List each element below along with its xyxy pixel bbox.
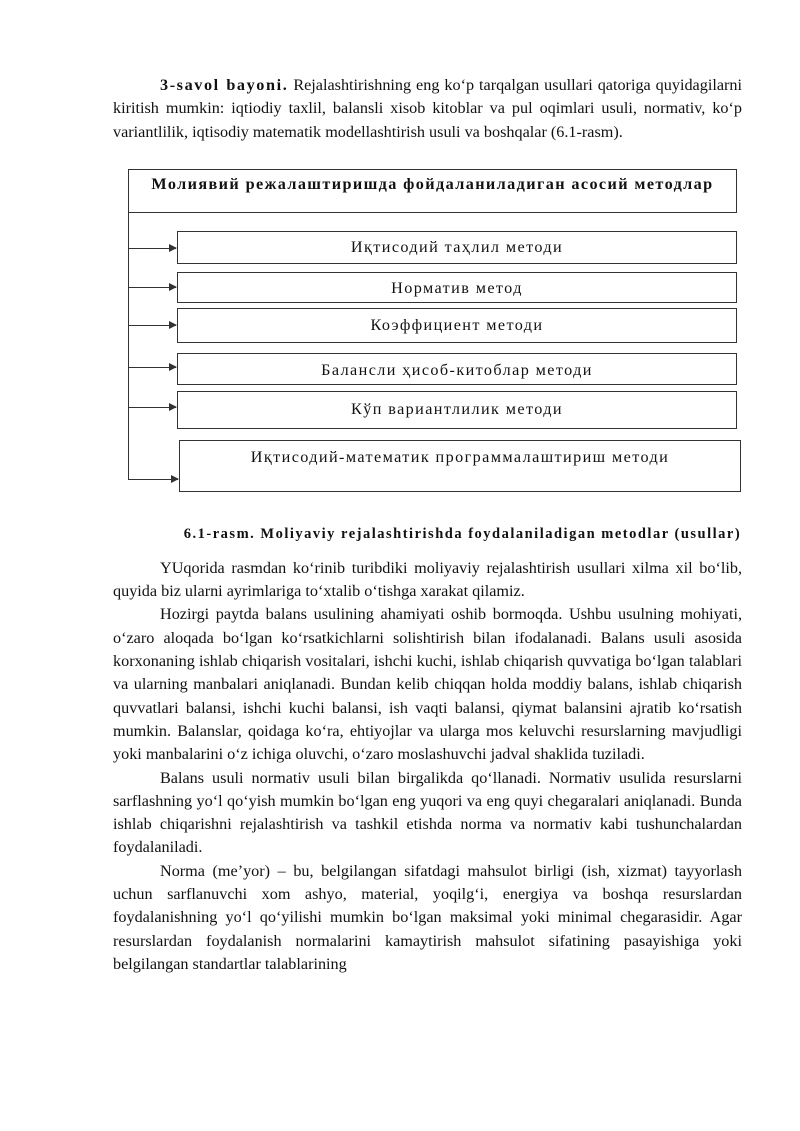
figure-caption: 6.1-rasm. Moliyaviy rejalashtirishda foydalaniladigan metodlar (usullar) [183,525,742,542]
body-paragraph: Norma (me’yor) – bu, belgilangan sifatdagi mahsulot birligi (ish, xizmat) tayyorlash uchun sarflanuvchi xom ashyo, material, yoqilg‘i, energiya va boshqa resurslardan foydalanishning yo‘l qo‘yilishi mumkin bo‘lgan maksimal yoki minimal chegarasidir. Agar resurslardan foydalanish normalarini kamaytirish mahsulot sifatining pasayishiga yoki belgilangan standartlar talablarining [113,861,742,973]
body-paragraph: YUqorida rasmdan ko‘rinib turibdiki moliyaviy rejalashtirish usullari xilma xil bo‘lib, quyida biz ularni ayrimlariga to‘xtalib o‘tishga xarakat qilamiz. [113,558,742,601]
method-box-coefficient: Коэффициент методи [177,308,737,343]
method-box-multivariant: Кўп вариантлилик методи [177,391,737,429]
diagram-spine-line [128,212,129,480]
document-page [113,74,742,976]
connector-arrow [128,407,176,408]
connector-arrow [128,367,176,368]
intro-paragraph [113,74,742,144]
connector-arrow [128,479,178,480]
body-paragraph: Hozirgi paytda balans usulining ahamiyati oshib bormoqda. Ushbu usulning mohiyati, o‘zaro aloqada bo‘lgan ko‘rsatkichlarni solishtirish bilan ifodalanadi. Balans usuli asosida korxonaning ishlab chiqarish vositalari, ishchi kuchi, ishlab chiqarish quvvatiga bo‘lgan talablari va ularning manbalari aniqlanadi. Bundan kelib chiqqan holda moddiy balans, ishlab chiqarish quvvatlari balansi, ishchi kuchi balansi, ish vaqti balansi, qiymat balansini ajratib ko‘rsatish mumkin. Balanslar, qoidaga ko‘ra, ehtiyojlar va ularga mos keluvchi resurslarning mavjudligi yoki manbalarini o‘z ichiga oluvchi, o‘zaro moslashuvchi jadval shaklida tuziladi. [113,605,742,764]
question-heading: 3-savol bayoni. [160,76,289,94]
method-box-balance: Балансли ҳисоб-китоблар методи [177,353,737,385]
connector-arrow [128,287,176,288]
diagram-title: Молиявий режалаштиришда фойдаланиладиган асосий методлар [128,169,737,213]
method-box-normative: Норматив метод [177,272,737,303]
method-box-math-programming: Иқтисодий-математик программалаштириш методи [179,440,741,492]
intro-text: Rejalashtirishning eng ko‘p tarqalgan usullari qatoriga quyidagilarni kiritish mumkin: iqtiodiy taxlil, balansli xisob kitoblar va pul oqimlari usuli, normativ, ko‘p variantlilik, iqtisodiy matematik modellashtirish usuli va boshqalar (6.1-rasm). [113,76,742,141]
connector-arrow [128,325,176,326]
methods-diagram [113,169,742,499]
method-box-economic-analysis: Иқтисодий таҳлил методи [177,231,737,264]
body-paragraph: Balans usuli normativ usuli bilan birgalikda qo‘llanadi. Normativ usulida resurslarni sarflashning yo‘l qo‘yish mumkin bo‘lgan eng yuqori va eng quyi chegaralari aniqlanadi. Bunda ishlab chiqarishni rejalashtirish va tashkil etishda norma va normativ kabi tushunchalardan foydalaniladi. [113,768,742,857]
connector-arrow [128,248,176,249]
